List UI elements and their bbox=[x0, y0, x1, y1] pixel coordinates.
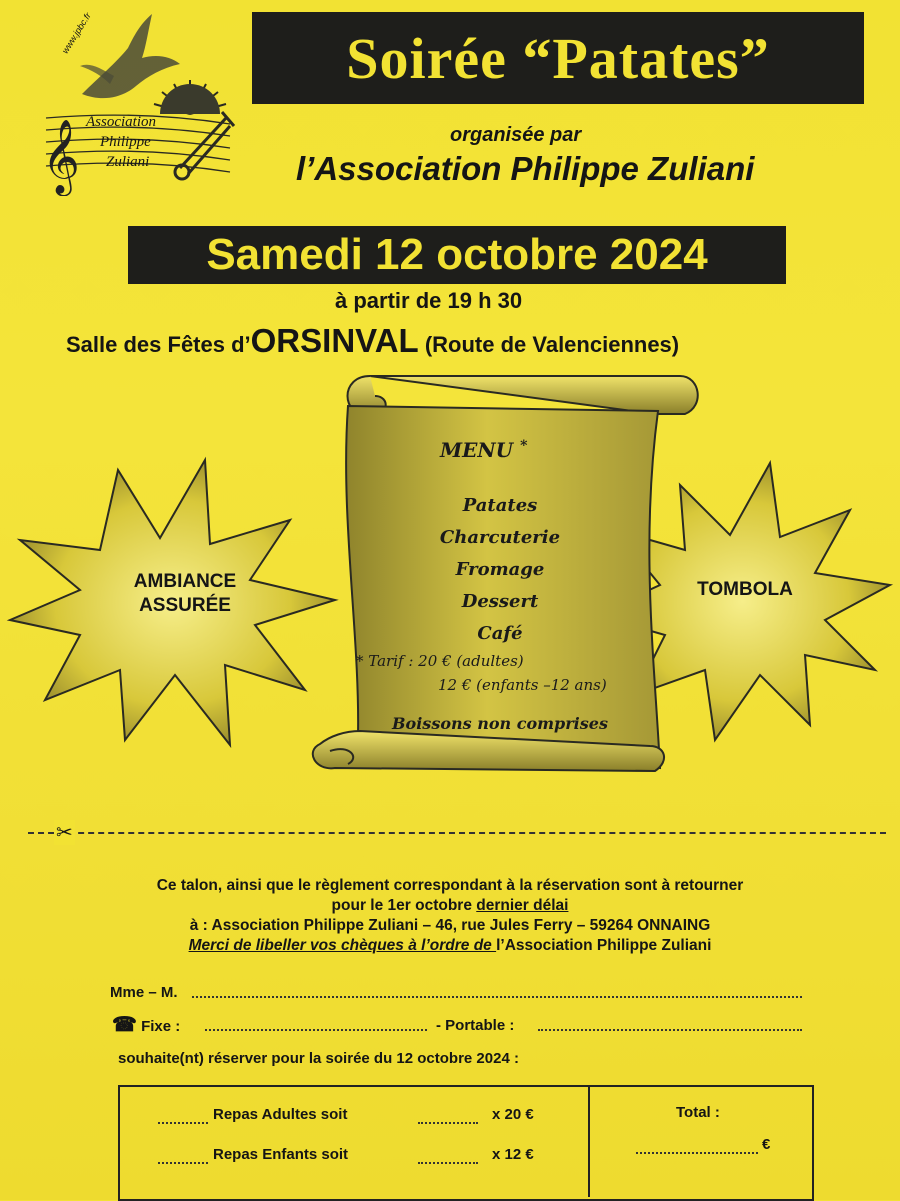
ambiance-line-1: AMBIANCE bbox=[133, 571, 237, 592]
adults-amount-field[interactable] bbox=[418, 1110, 478, 1124]
menu-item: Café bbox=[477, 623, 523, 644]
menu-item: Charcuterie bbox=[439, 527, 561, 548]
logo-website: www.jpbc.fr bbox=[60, 10, 93, 56]
coupon-line-4 bbox=[60, 936, 840, 956]
event-date: Samedi 12 octobre 2024 bbox=[128, 226, 786, 284]
venue-note: (Route de Valenciennes) bbox=[424, 332, 680, 357]
adults-price: x 20 € bbox=[492, 1106, 534, 1123]
total-field[interactable] bbox=[636, 1140, 758, 1154]
menu-item: Fromage bbox=[455, 559, 545, 580]
name-field[interactable] bbox=[192, 984, 802, 998]
venue-name: ORSINVAL bbox=[250, 322, 419, 359]
menu-asterisk: * bbox=[520, 438, 528, 454]
ambiance-label bbox=[110, 570, 260, 618]
fixe-field[interactable] bbox=[205, 1017, 427, 1031]
portable-field[interactable] bbox=[538, 1017, 802, 1031]
drinks-note: Boissons non comprises bbox=[392, 714, 608, 733]
menu-title bbox=[440, 438, 560, 462]
svg-text:𝄞: 𝄞 bbox=[42, 120, 80, 194]
cheque-instruction: Merci de libeller vos chèques à l’ordre de bbox=[188, 937, 497, 954]
logo-text-philippe: Philippe bbox=[100, 134, 151, 150]
organized-by-label: organisée par bbox=[450, 124, 582, 146]
tarif-adults: * Tarif : 20 € (adultes) bbox=[356, 652, 524, 670]
coupon-instructions bbox=[60, 876, 840, 956]
portable-label: - Portable : bbox=[436, 1017, 515, 1034]
logo-text-zuliani: Zuliani bbox=[106, 154, 150, 170]
phone-icon: ☎ bbox=[112, 1014, 137, 1036]
reserve-text: souhaite(nt) réserver pour la soirée du 12 octobre 2024 : bbox=[118, 1050, 519, 1067]
children-price: x 12 € bbox=[492, 1146, 534, 1163]
coupon-address: à : Association Philippe Zuliani – 46, rue Jules Ferry – 59264 ONNAING bbox=[189, 917, 711, 934]
phone-row bbox=[112, 1012, 180, 1037]
children-label: Repas Enfants soit bbox=[213, 1146, 349, 1163]
event-venue bbox=[66, 322, 679, 360]
venue-prefix: Salle des Fêtes d’ bbox=[66, 332, 251, 357]
total-currency: € bbox=[762, 1136, 771, 1153]
coupon-deadline: dernier délai bbox=[476, 897, 569, 914]
scissors-icon: ✂ bbox=[56, 822, 73, 844]
cheque-payee: l’Association Philippe Zuliani bbox=[496, 937, 712, 954]
coupon-line-2 bbox=[60, 896, 840, 916]
logo-text-association: Association bbox=[86, 114, 156, 130]
name-field-row bbox=[110, 984, 178, 1001]
name-label: Mme – M. bbox=[110, 984, 178, 1001]
menu-item: Patates bbox=[462, 495, 538, 516]
tarif-children: 12 € (enfants –12 ans) bbox=[438, 676, 607, 694]
tombola-label: TOMBOLA bbox=[697, 579, 793, 600]
adults-label: Repas Adultes soit bbox=[213, 1106, 348, 1123]
children-count-field[interactable] bbox=[158, 1150, 208, 1164]
association-logo bbox=[30, 6, 240, 196]
ambiance-line-2: ASSURÉE bbox=[139, 595, 231, 616]
fixe-label: Fixe : bbox=[141, 1018, 181, 1035]
coupon-deadline-prefix: pour le 1er octobre bbox=[331, 897, 477, 914]
total-label: Total : bbox=[676, 1104, 720, 1121]
event-title: Soirée “Patates” bbox=[252, 12, 864, 104]
menu-item: Dessert bbox=[461, 591, 539, 612]
cut-line bbox=[28, 832, 886, 834]
event-time: à partir de 19 h 30 bbox=[335, 288, 523, 313]
table-divider bbox=[588, 1085, 590, 1197]
children-amount-field[interactable] bbox=[418, 1150, 478, 1164]
menu-title-text: MENU bbox=[440, 438, 514, 462]
coupon-line-1: Ce talon, ainsi que le règlement correspondant à la réservation sont à retourner bbox=[156, 877, 744, 894]
adults-count-field[interactable] bbox=[158, 1110, 208, 1124]
organizer-name: l’Association Philippe Zuliani bbox=[296, 150, 755, 187]
